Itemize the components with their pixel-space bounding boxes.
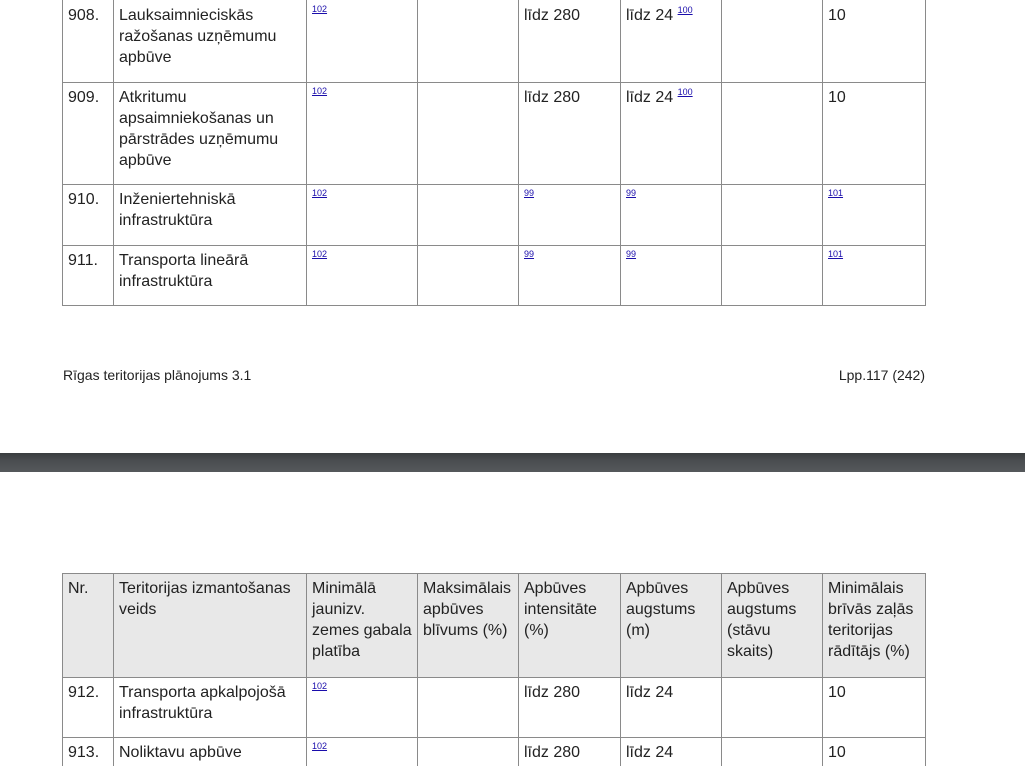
height-m-cell: līdz 24 xyxy=(621,678,722,738)
footnote-link[interactable]: 102 xyxy=(312,681,328,691)
height-m-cell: līdz 24 xyxy=(626,7,674,24)
footnote-link[interactable]: 102 xyxy=(312,86,328,96)
footnote-link[interactable]: 100 xyxy=(677,87,693,97)
row-number: 912. xyxy=(63,678,114,738)
land-use-type: Noliktavu apbūve xyxy=(114,738,307,766)
green-area-cell: 10 xyxy=(823,738,926,766)
footnote-link[interactable]: 102 xyxy=(312,741,328,751)
footnote-link[interactable]: 100 xyxy=(677,5,693,15)
height-floors-cell xyxy=(722,246,823,306)
green-area-cell: 10 xyxy=(823,0,926,83)
height-floors-cell xyxy=(722,678,823,738)
table-row xyxy=(63,0,926,83)
green-area-cell: 10 xyxy=(823,83,926,185)
document-page-118 xyxy=(0,472,1025,766)
row-number: 913. xyxy=(63,738,114,766)
max-density-cell xyxy=(418,185,519,246)
land-use-type: Lauksaimnieciskās ražošanas uzņēmumu apbūve xyxy=(114,0,307,83)
footnote-link[interactable]: 99 xyxy=(626,249,637,259)
page-separator xyxy=(0,453,1025,472)
height-floors-cell xyxy=(722,738,823,766)
table-row xyxy=(63,738,926,766)
column-header-type: Teritorijas izmantošanas veids xyxy=(114,574,307,678)
column-header-height-floors: Apbūves augstums (stāvu skaits) xyxy=(722,574,823,678)
zoning-table-page-118 xyxy=(62,573,926,766)
height-m-cell: līdz 24 xyxy=(621,738,722,766)
height-floors-cell xyxy=(722,185,823,246)
max-density-cell xyxy=(418,0,519,83)
table-row xyxy=(63,246,926,306)
height-floors-cell xyxy=(722,0,823,83)
column-header-max-density: Maksimālais apbūves blīvums (%) xyxy=(418,574,519,678)
max-density-cell xyxy=(418,738,519,766)
footnote-link[interactable]: 102 xyxy=(312,4,328,14)
land-use-type: Transporta lineārā infrastruktūra xyxy=(114,246,307,306)
row-number: 911. xyxy=(63,246,114,306)
row-number: 909. xyxy=(63,83,114,185)
intensity-cell: līdz 280 xyxy=(519,0,621,83)
row-number: 910. xyxy=(63,185,114,246)
land-use-type: Atkritumu apsaimniekošanas un pārstrādes uzņēmumu apbūve xyxy=(114,83,307,185)
table-row xyxy=(63,83,926,185)
land-use-type: Transporta apkalpojošā infrastruktūra xyxy=(114,678,307,738)
footnote-link[interactable]: 99 xyxy=(524,188,535,198)
intensity-cell: līdz 280 xyxy=(519,738,621,766)
column-header-green: Minimālais brīvās zaļās teritorijas rādītājs (%) xyxy=(823,574,926,678)
row-number: 908. xyxy=(63,0,114,83)
column-header-intensity: Apbūves intensitāte (%) xyxy=(519,574,621,678)
footnote-link[interactable]: 99 xyxy=(626,188,637,198)
table-row xyxy=(63,185,926,246)
column-header-min-area: Minimālā jaunizv. zemes gabala platība xyxy=(307,574,418,678)
max-density-cell xyxy=(418,246,519,306)
intensity-cell: līdz 280 xyxy=(519,83,621,185)
table-row xyxy=(63,678,926,738)
zoning-table-page-117 xyxy=(62,0,926,306)
footnote-link[interactable]: 101 xyxy=(828,249,844,259)
table-header-row xyxy=(63,574,926,678)
max-density-cell xyxy=(418,83,519,185)
height-m-cell: līdz 24 xyxy=(626,89,674,106)
footnote-link[interactable]: 99 xyxy=(524,249,535,259)
green-area-cell: 10 xyxy=(823,678,926,738)
max-density-cell xyxy=(418,678,519,738)
column-header-height-m: Apbūves augstums (m) xyxy=(621,574,722,678)
column-header-nr: Nr. xyxy=(63,574,114,678)
height-floors-cell xyxy=(722,83,823,185)
footnote-link[interactable]: 102 xyxy=(312,188,328,198)
intensity-cell: līdz 280 xyxy=(519,678,621,738)
footnote-link[interactable]: 102 xyxy=(312,249,328,259)
footnote-link[interactable]: 101 xyxy=(828,188,844,198)
document-title-footer: Rīgas teritorijas plānojums 3.1 xyxy=(63,367,252,383)
page-number-footer: Lpp.117 (242) xyxy=(838,367,925,383)
land-use-type: Inženiertehniskā infrastruktūra xyxy=(114,185,307,246)
